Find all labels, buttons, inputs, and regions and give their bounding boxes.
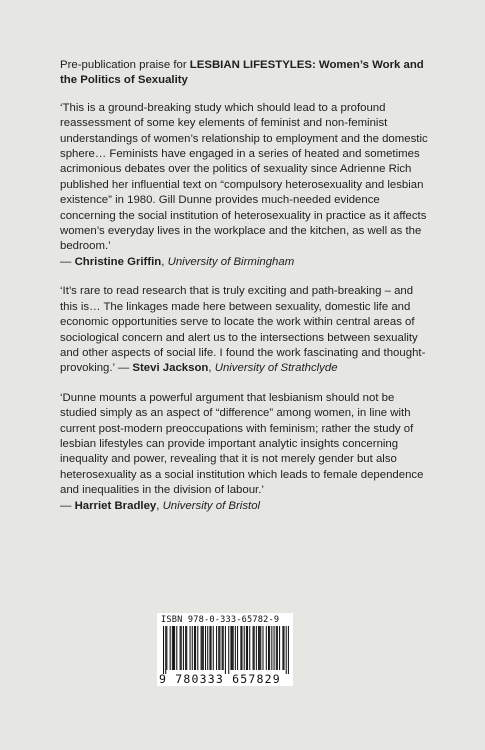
barcode-bar <box>228 626 229 674</box>
review-quote-1 <box>60 101 432 270</box>
ean-digits: 9 780333 657829 <box>159 672 281 686</box>
book-title: LESBIAN LIFESTYLES: Women’s Work and the Politics of Sexuality <box>60 59 424 87</box>
barcode-bar <box>218 626 219 670</box>
barcode-bar <box>176 626 177 670</box>
barcode-bar <box>286 626 287 674</box>
barcode-bar <box>172 626 173 670</box>
barcode-bar <box>163 626 164 674</box>
attribution-dash: — <box>60 499 75 512</box>
barcode-bar <box>173 626 174 670</box>
barcode-bar <box>279 626 280 670</box>
barcode-bar <box>166 626 167 670</box>
barcode-bar <box>201 626 202 670</box>
barcode-bar <box>222 626 223 670</box>
quote-author: Harriet Bradley <box>74 499 157 512</box>
barcode-bar <box>203 626 204 670</box>
barcode-bar <box>235 626 236 670</box>
barcode-bar <box>183 626 184 670</box>
barcode-bar <box>271 626 272 670</box>
barcode-bar <box>209 626 210 670</box>
barcode-bar <box>256 626 257 670</box>
back-cover-text <box>60 58 432 528</box>
barcode-bar <box>240 626 241 670</box>
barcode-bar <box>225 626 226 674</box>
barcode-bar <box>174 626 175 670</box>
barcode-bar <box>213 626 214 670</box>
barcode-bar <box>170 626 171 670</box>
barcode-bar <box>197 626 198 670</box>
attribution <box>60 255 432 270</box>
barcode-bar <box>181 626 182 670</box>
barcode-bar <box>237 626 238 670</box>
barcode-bar <box>216 626 217 670</box>
attribution-separator: , <box>161 255 168 268</box>
isbn-label: ISBN 978-0-333-65782-9 <box>161 615 280 625</box>
barcode-bar <box>180 626 181 670</box>
barcode-bar <box>288 626 289 674</box>
intro-line <box>60 58 432 89</box>
barcode-bar <box>223 626 224 670</box>
barcode-bar <box>282 626 283 670</box>
review-quote-3 <box>60 391 432 514</box>
barcode-bar <box>232 626 233 670</box>
barcode-bar <box>254 626 255 670</box>
quote-affiliation: University of Strathclyde <box>214 362 338 375</box>
barcode-bar <box>268 626 269 670</box>
barcode-bar <box>274 626 275 670</box>
barcode-bar <box>219 626 220 670</box>
barcode-bar <box>230 626 231 670</box>
barcode-bar <box>202 626 203 670</box>
barcode-bar <box>266 626 267 670</box>
quote-author: Stevi Jackson <box>132 362 209 375</box>
barcode-bars <box>163 626 289 674</box>
attribution <box>60 499 432 514</box>
barcode-bar <box>185 626 186 670</box>
attribution-dash: — <box>117 362 133 375</box>
attribution-separator: , <box>156 499 163 512</box>
barcode-bar <box>253 626 254 670</box>
barcode-bar <box>241 626 242 670</box>
isbn-barcode <box>157 613 293 686</box>
barcode-bar <box>244 626 245 670</box>
quote-author: Christine Griffin <box>74 255 162 268</box>
barcode-bar <box>277 626 278 670</box>
barcode-bar <box>258 626 259 670</box>
review-quote-2 <box>60 284 432 376</box>
barcode-bar <box>186 626 187 670</box>
barcode-bar <box>192 626 193 670</box>
intro-prefix: Pre-publication praise for <box>60 59 190 71</box>
barcode-bar <box>276 626 277 670</box>
barcode-bar <box>205 626 206 670</box>
barcode-bar <box>207 626 208 670</box>
barcode-bar <box>249 626 250 670</box>
quote-affiliation: University of Bristol <box>162 499 261 512</box>
barcode-bar <box>246 626 247 670</box>
quote-text: ‘This is a ground-breaking study which should lead to a profound reassessment of some key elements of feminist and non-feminist understandings of women’s relationship to employment and the domestic sphere… Feminists have engaged in a series of heated and sometimes acrimonious debates over the politics of sexuality since Adrienne Rich published her influential text on “compulsory heterosexuality and lesbian existence” in 1980. Gill Dunne provides much-needed evidence concerning the social institution of heterosexuality in practice as it affects women’s everyday lives in the workplace and the kitchen, as well as the bedroom.’ <box>60 101 428 253</box>
barcode-bar <box>260 626 261 670</box>
barcode-bar <box>259 626 260 670</box>
barcode-bar <box>233 626 234 670</box>
barcode-bar <box>269 626 270 670</box>
barcode-bar <box>283 626 284 670</box>
barcode-bar <box>194 626 195 670</box>
quote-affiliation: University of Birmingham <box>167 255 295 268</box>
barcode-bar <box>247 626 248 670</box>
barcode-bar <box>195 626 196 670</box>
barcode-bar <box>190 626 191 670</box>
quote-text: ‘It’s rare to read research that is truly exciting and path-breaking – and this is… The linkages made here between sexuality, domestic life and economic opportunities serve to locate the work within central areas of sociological concern and alert us to the intersections between sexuality and other aspects of social life. I found the work fascinating and thought-provoking.’ <box>60 285 426 375</box>
attribution-dash: — <box>60 255 75 268</box>
barcode-bar <box>211 626 212 670</box>
barcode-bar <box>262 626 263 670</box>
barcode-bar <box>165 626 166 674</box>
quote-text: ‘Dunne mounts a powerful argument that lesbianism should not be studied simply as an aspect of “difference” among women, in line with current post-modern preoccupations with feminism; rather the study of lesbian lifestyles can provide important analytic insights concerning inequality and power, revealing that it is not merely gender but also heterosexuality as a social institution which leads to female dependence and inequalities in the division of labour.’ <box>60 391 424 497</box>
attribution-separator: , <box>208 362 215 375</box>
